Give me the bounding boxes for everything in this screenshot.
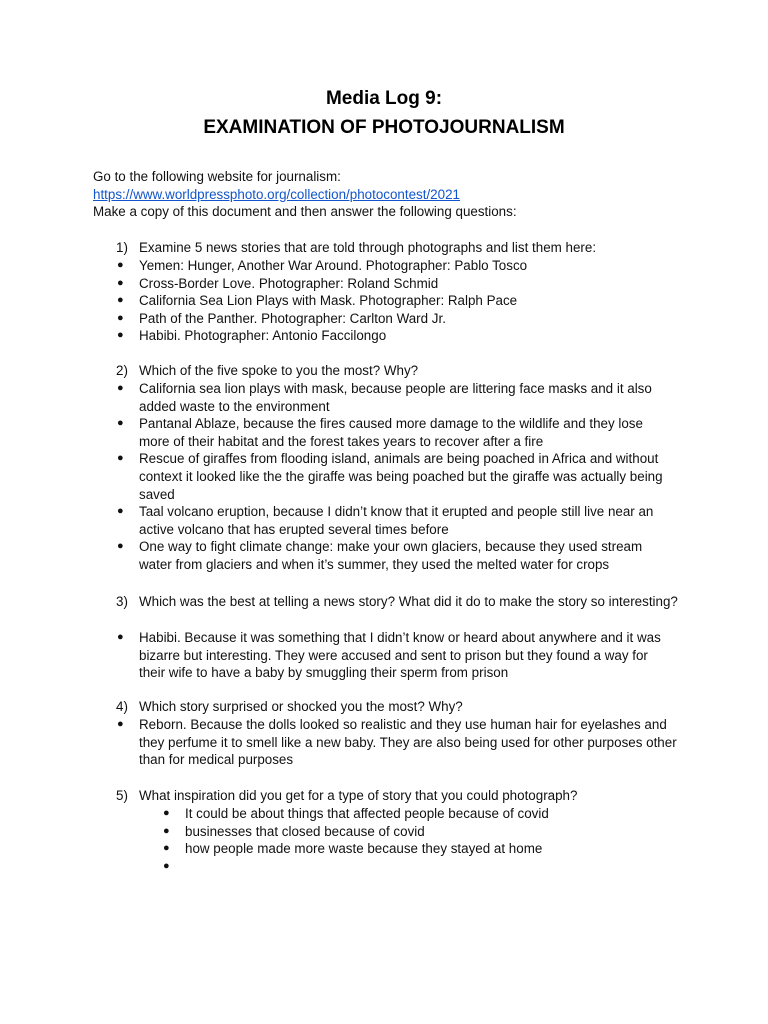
- question-number: 5): [116, 788, 128, 803]
- question-text: What inspiration did you get for a type of story that you could photograph?: [139, 788, 578, 803]
- question-text: Which story surprised or shocked you the most? Why?: [139, 699, 463, 714]
- bullet-icon: ●: [117, 259, 124, 271]
- list-item: ● Cross-Border Love. Photographer: Roland Schmid: [117, 275, 439, 291]
- bullet-icon: ●: [117, 417, 124, 430]
- bullet-icon: ●: [163, 859, 170, 872]
- bullet-icon: ●: [117, 452, 124, 465]
- question-text: Which of the five spoke to you the most? Why?: [139, 363, 419, 378]
- question-text: Examine 5 news stories that are told through photographs and list them here:: [139, 240, 597, 255]
- list-item: ● Rescue of giraffes from flooding island, animals are being poached in Africa and without context it looked like the the giraffe was being poached but the giraffe was actually being saved: [117, 451, 663, 502]
- answer-list-1: [117, 257, 677, 345]
- question-number: 2): [116, 363, 128, 378]
- website-link[interactable]: https://www.worldpressphoto.org/collection/photocontest/2021: [93, 186, 460, 202]
- answer-list-5: [163, 805, 683, 875]
- list-item: ● Reborn. Because the dolls looked so realistic and they use human hair for eyelashes and they perfume it to smell like a new baby. They are also being used for other purposes other than for medical purposes: [117, 717, 677, 768]
- page-subtitle: EXAMINATION OF PHOTOJOURNALISM: [203, 117, 565, 138]
- question-number: 1): [116, 240, 128, 255]
- list-item: ● California sea lion plays with mask, because people are littering face masks and it also added waste to the environment: [117, 381, 652, 414]
- bullet-icon: ●: [117, 294, 124, 307]
- list-item: ● businesses that closed because of covid: [163, 823, 425, 839]
- bullet-icon: ●: [163, 842, 170, 855]
- question-1: [117, 239, 697, 257]
- instructions-text: Make a copy of this document and then answer the following questions:: [93, 204, 517, 220]
- list-item: ● One way to fight climate change: make your own glaciers, because they used stream water from glaciers and when it’s summer, they used the melted water for crops: [117, 539, 643, 572]
- list-item: ● Habibi. Photographer: Antonio Faccilongo: [117, 328, 387, 344]
- list-item: ● Yemen: Hunger, Another War Around. Photographer: Pablo Tosco: [117, 258, 528, 273]
- list-item: ● Taal volcano eruption, because I didn’t know that it erupted and people still live near an active volcano that has erupted several times before: [117, 504, 654, 537]
- answer-list-3: [117, 629, 677, 682]
- list-item: ● how people made more waste because they stayed at home: [163, 841, 543, 857]
- bullet-icon: ●: [117, 276, 124, 289]
- intro-text: Go to the following website for journalism:: [93, 169, 341, 184]
- question-3: [117, 593, 697, 611]
- list-item: ● California Sea Lion Plays with Mask. Photographer: Ralph Pace: [117, 293, 518, 309]
- bullet-icon: ●: [117, 311, 124, 324]
- list-item: ● Habibi. Because it was something that I didn’t know or heard about anywhere and it was bizarre but interesting. They were accused and sent to prison but they found a way for their wife to have a baby by smuggling their sperm from prison: [117, 630, 661, 681]
- bullet-icon: ●: [117, 631, 124, 643]
- answer-list-2: [117, 380, 677, 574]
- bullet-icon: ●: [117, 718, 124, 730]
- list-item: [163, 858, 683, 876]
- bullet-icon: ●: [117, 505, 124, 518]
- question-number: 4): [116, 699, 128, 714]
- bullet-icon: ●: [117, 540, 124, 553]
- list-item: ● Pantanal Ablaze, because the fires caused more damage to the wildlife and they lose more of their habitat and the forest takes years to recover after a fire: [117, 416, 643, 449]
- page-title: Media Log 9:: [325, 88, 443, 109]
- bullet-icon: ●: [117, 329, 124, 342]
- answer-list-4: [117, 716, 677, 769]
- question-2: [117, 362, 697, 380]
- list-item: ● It could be about things that affected people because of covid: [163, 806, 549, 821]
- question-5: [117, 787, 697, 805]
- question-4: [117, 698, 697, 716]
- bullet-icon: ●: [163, 824, 170, 837]
- list-item: ● Path of the Panther. Photographer: Carlton Ward Jr.: [117, 310, 446, 326]
- intro-block: [93, 168, 693, 221]
- bullet-icon: ●: [117, 382, 124, 394]
- question-text: Which was the best at telling a news story? What did it do to make the story so interesting?: [139, 594, 678, 609]
- question-number: 3): [116, 594, 128, 609]
- bullet-icon: ●: [163, 807, 170, 819]
